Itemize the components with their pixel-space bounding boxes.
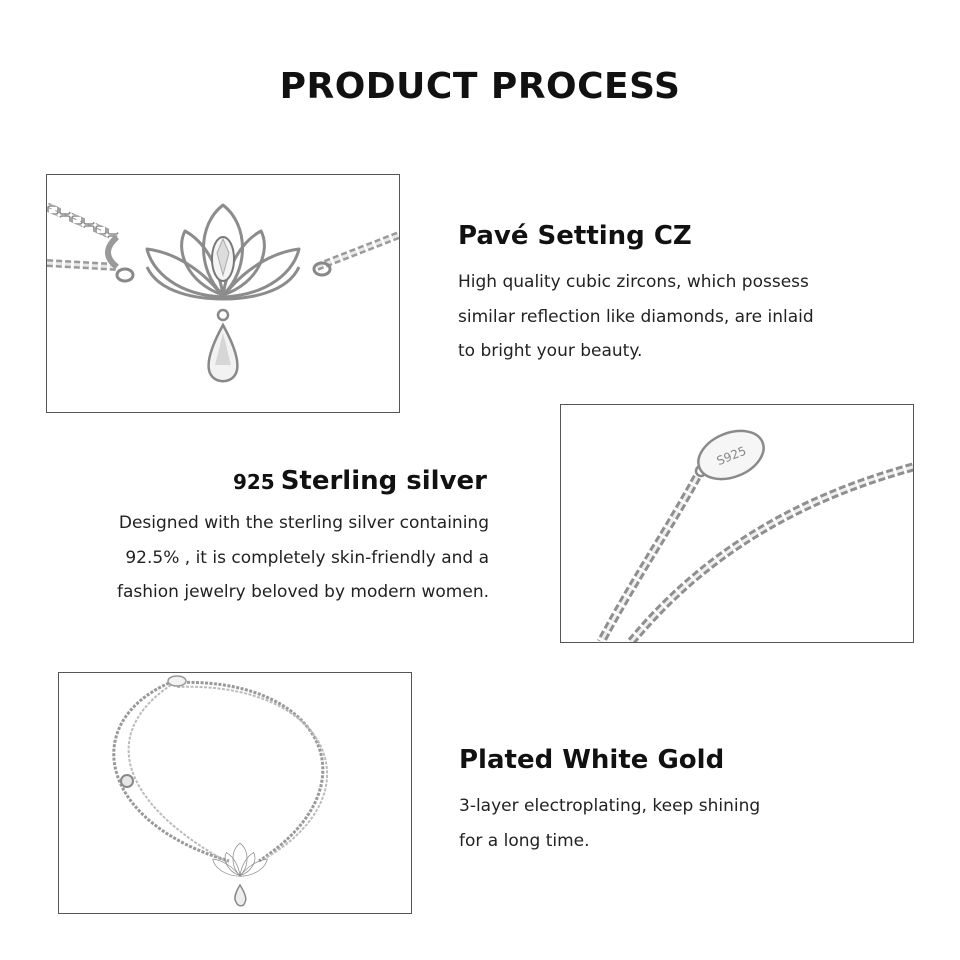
description-line: to bright your beauty. xyxy=(458,341,643,361)
plated-white-gold-heading: Plated White Gold xyxy=(459,745,725,775)
lotus-pendant-closeup-image xyxy=(46,174,400,413)
full-lotus-bracelet-image xyxy=(58,672,412,914)
sterling-silver-number: 925 xyxy=(232,470,275,494)
tag-text: S925 xyxy=(714,443,749,469)
description-line: 3-layer electroplating, keep shining xyxy=(459,796,761,816)
pave-setting-description xyxy=(458,265,814,369)
sterling-silver-heading xyxy=(233,466,487,496)
plated-white-gold-description xyxy=(459,789,760,858)
lotus-pendant-illustration xyxy=(47,175,399,412)
description-line: High quality cubic zircons, which possess xyxy=(458,272,809,292)
description-line: fashion jewelry beloved by modern women. xyxy=(117,582,489,602)
description-line: Designed with the sterling silver containing xyxy=(118,513,489,533)
s925-tag-chain-image xyxy=(560,404,914,643)
description-line: 92.5% , it is completely skin-friendly and a xyxy=(125,547,489,568)
page-title: PRODUCT PROCESS xyxy=(279,66,681,107)
s925-tag-chain-illustration xyxy=(561,405,913,642)
sterling-silver-description xyxy=(117,506,489,610)
pave-setting-heading: Pavé Setting CZ xyxy=(458,221,692,251)
description-line: for a long time. xyxy=(459,830,590,851)
sterling-silver-title: Sterling silver xyxy=(280,466,487,496)
description-line: similar reflection like diamonds, are inlaid xyxy=(458,306,814,327)
full-lotus-bracelet-illustration xyxy=(59,673,411,913)
